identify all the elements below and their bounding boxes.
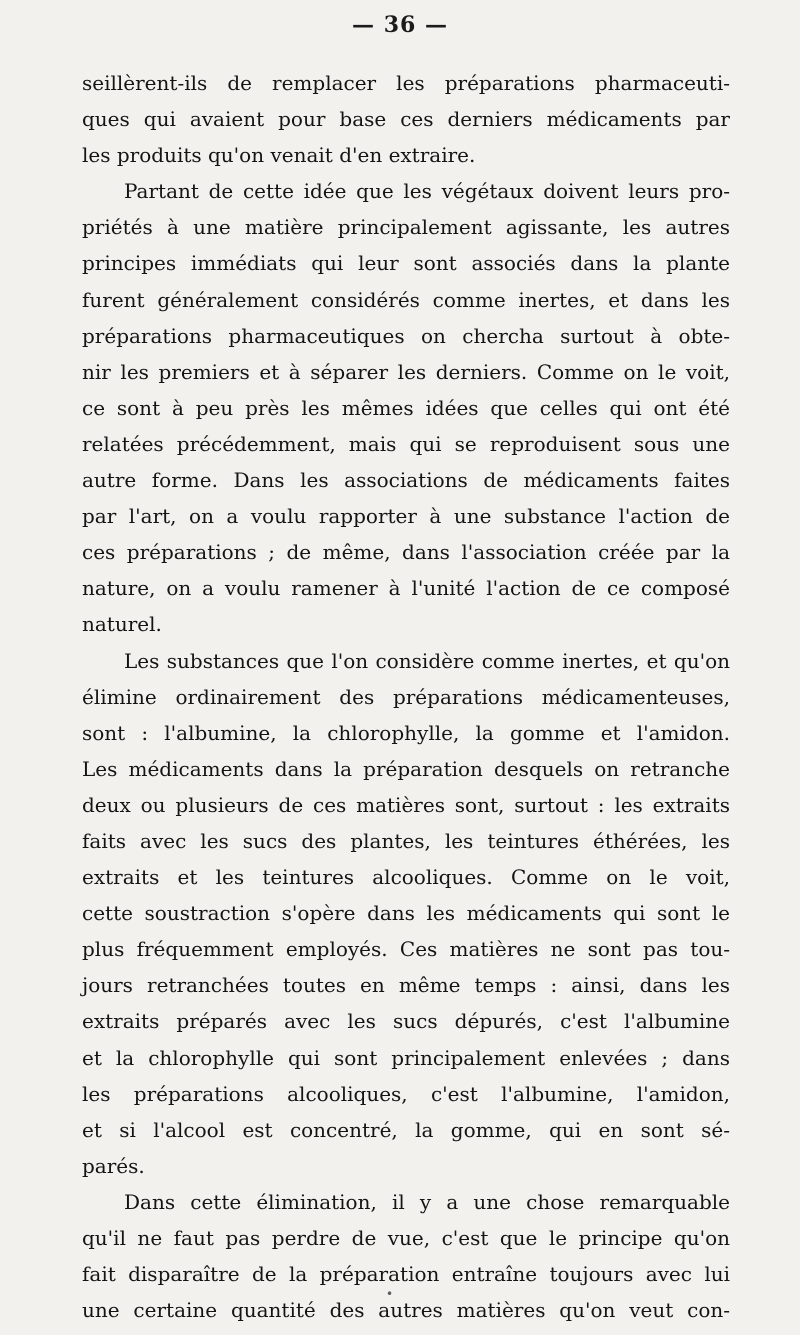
text-line: cette soustraction s'opère dans les médicaments qui sont le <box>82 901 730 926</box>
text-line: priétés à une matière principalement agissante, les autres <box>82 215 730 240</box>
text-line: plus fréquemment employés. Ces matières ne sont pas tou- <box>82 937 730 962</box>
text-line: principes immédiats qui leur sont associés dans la plante <box>82 251 730 276</box>
text-line: seillèrent-ils de remplacer les préparations pharmaceuti- <box>82 71 730 95</box>
text-line: jours retranchées toutes en même temps : ainsi, dans les <box>82 973 730 998</box>
text-line: les produits qu'on venait d'en extraire. <box>82 143 476 168</box>
text-line: Partant de cette idée que les végétaux doivent leurs pro- <box>124 179 730 204</box>
text-line: relatées précédemment, mais qui se reproduisent sous une <box>82 431 730 456</box>
text-line: par l'art, on a voulu rapporter à une substance l'action de <box>82 504 730 529</box>
text-line: ces préparations ; de même, dans l'association créée par la <box>82 540 730 565</box>
text-line: nature, on a voulu ramener à l'unité l'action de ce composé <box>82 576 730 601</box>
text-line: extraits et les teintures alcooliques. Comme on le voit, <box>82 865 730 890</box>
text-line: nir les premiers et à séparer les derniers. Comme on le voit, <box>82 359 730 384</box>
text-line: Les médicaments dans la préparation desquels on retranche <box>82 756 730 781</box>
text-line: parés. <box>82 1153 145 1178</box>
text-line: deux ou plusieurs de ces matières sont, surtout : les extraits <box>82 792 730 817</box>
text-line: autre forme. Dans les associations de médicaments faites <box>82 468 730 493</box>
text-line: ques qui avaient pour base ces derniers médicaments par <box>82 107 730 132</box>
text-line: et si l'alcool est concentré, la gomme, qui en sont sé- <box>82 1117 730 1142</box>
text-line: Dans cette élimination, il y a une chose remarquable <box>124 1189 730 1214</box>
text-line: et la chlorophylle qui sont principalement enlevées ; dans <box>82 1045 730 1070</box>
page-number: — 36 — <box>352 12 448 38</box>
text-line: furent généralement considérés comme inertes, et dans les <box>82 287 730 312</box>
text-line: naturel. <box>82 612 162 637</box>
text-line: extraits préparés avec les sucs dépurés, c'est l'albumine <box>82 1009 730 1034</box>
text-line: ce sont à peu près les mêmes idées que celles qui ont été <box>82 395 730 420</box>
text-line: qu'il ne faut pas perdre de vue, c'est que le principe qu'on <box>82 1226 730 1250</box>
text-line: élimine ordinairement des préparations médicamenteuses, <box>82 684 730 709</box>
stray-ink-mark: • <box>386 1287 394 1301</box>
text-line: les préparations alcooliques, c'est l'albumine, l'amidon, <box>82 1081 730 1106</box>
text-line: fait disparaître de la préparation entraîne toujours avec lui <box>82 1262 730 1287</box>
body-text <box>82 65 730 1328</box>
text-line: Les substances que l'on considère comme inertes, et qu'on <box>124 648 730 673</box>
text-line: faits avec les sucs des plantes, les teintures éthérées, les <box>82 828 730 853</box>
text-line: une certaine quantité des autres matières qu'on veut con- <box>82 1298 730 1323</box>
text-line: préparations pharmaceutiques on chercha surtout à obte- <box>82 323 730 348</box>
text-line: sont : l'albumine, la chlorophylle, la gomme et l'amidon. <box>82 720 730 745</box>
